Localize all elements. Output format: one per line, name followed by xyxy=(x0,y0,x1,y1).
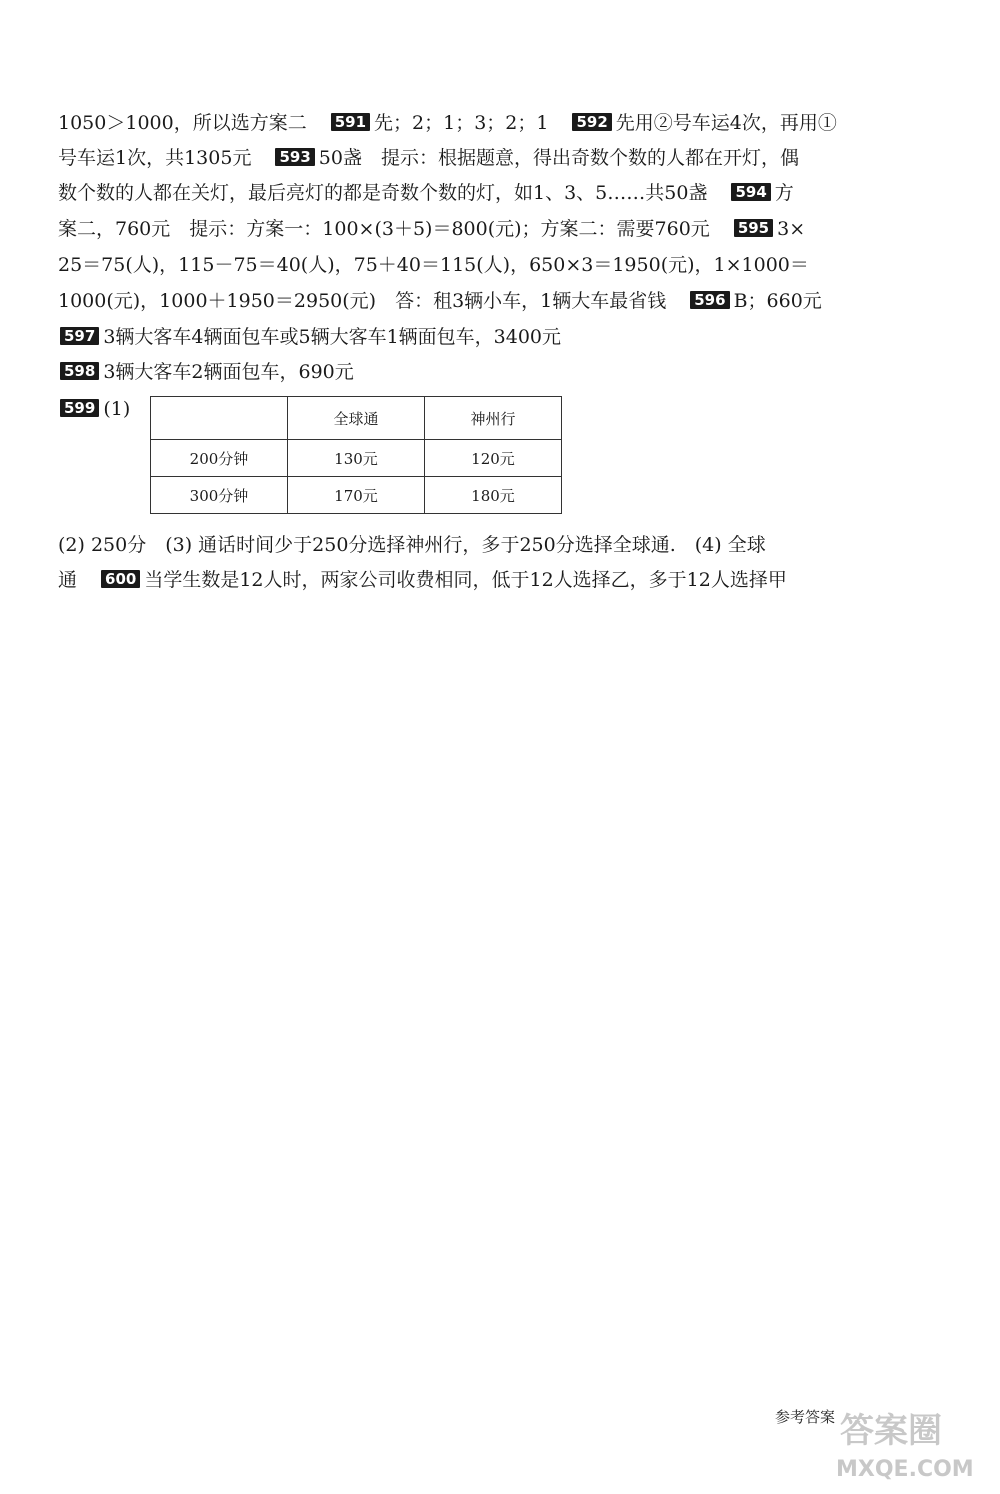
line-text: 3辆大客车4辆面包车或5辆大客车1辆面包车，3400元 xyxy=(103,326,562,348)
line-text: 25＝75(人)，115－75＝40(人)，75＋40＝115(人)，650×3＝1950(元)，1×1000＝ xyxy=(58,254,809,276)
table-header-cell: 全球通 xyxy=(288,397,425,440)
answer-line-3 xyxy=(58,176,938,210)
line-text: 1050＞1000，所以选方案二 xyxy=(58,112,307,134)
question-number-badge: 596 xyxy=(690,291,729,309)
table-cell: 120元 xyxy=(425,440,562,477)
line-text: 先用②号车运4次，再用① xyxy=(615,112,837,134)
question-number-badge: 600 xyxy=(101,570,140,588)
question-number-badge: 595 xyxy=(734,219,773,237)
table-cell: 200分钟 xyxy=(151,440,288,477)
line-text: 先；2；1；3；2；1 xyxy=(374,112,549,134)
line-text: 号车运1次，共1305元 xyxy=(58,147,252,169)
question-number-badge: 599 xyxy=(60,399,99,417)
question-number-badge: 597 xyxy=(60,327,99,345)
page-footer: 参考答案 xyxy=(775,1408,836,1426)
question-number-badge: 598 xyxy=(60,362,99,380)
pricing-table xyxy=(150,396,562,514)
answer-line-11 xyxy=(58,563,938,597)
table-row xyxy=(151,440,562,477)
line-text: 1000(元)，1000＋1950＝2950(元) 答：租3辆小车，1辆大车最省钱 xyxy=(58,290,667,312)
line-text: 当学生数是12人时，两家公司收费相同，低于12人选择乙，多于12人选择甲 xyxy=(144,569,787,591)
answer-line-5 xyxy=(58,248,938,282)
question-number-badge: 594 xyxy=(731,183,770,201)
answer-line-8 xyxy=(58,355,938,389)
question-number-badge: 592 xyxy=(572,113,611,131)
answer-line-10 xyxy=(58,528,938,562)
answer-line-7 xyxy=(58,320,938,354)
answer-line-6 xyxy=(58,284,938,318)
line-text: B；660元 xyxy=(733,290,822,312)
line-text: 方 xyxy=(774,182,794,204)
answer-line-1 xyxy=(58,106,938,140)
answer-line-2 xyxy=(58,141,938,175)
table-cell: 130元 xyxy=(288,440,425,477)
line-text: 案二，760元 提示：方案一：100×(3＋5)＝800(元)；方案二：需要760元 xyxy=(58,218,710,240)
table-cell: 170元 xyxy=(288,477,425,514)
watermark-logo-icon xyxy=(830,1400,990,1485)
table-cell: 180元 xyxy=(425,477,562,514)
line-text: (2) 250分 (3) 通话时间少于250分选择神州行，多于250分选择全球通. (4) 全球 xyxy=(58,534,766,556)
line-text: 50盏 提示：根据题意，得出奇数个数的人都在开灯，偶 xyxy=(318,147,799,169)
line-text: (1) xyxy=(103,398,131,420)
line-text: 3× xyxy=(777,218,806,240)
line-text: 通 xyxy=(58,569,78,591)
table-header-cell xyxy=(151,397,288,440)
question-number-badge: 591 xyxy=(331,113,370,131)
watermark-bottom-text: MXQE.COM xyxy=(836,1457,974,1482)
watermark-top-text: 答案圈 xyxy=(840,1411,942,1451)
table-cell: 300分钟 xyxy=(151,477,288,514)
table-row xyxy=(151,477,562,514)
table-header-row xyxy=(151,397,562,440)
question-number-badge: 593 xyxy=(275,148,314,166)
line-text: 数个数的人都在关灯，最后亮灯的都是奇数个数的灯，如1、3、5……共50盏 xyxy=(58,182,708,204)
table-header-cell: 神州行 xyxy=(425,397,562,440)
answer-line-4 xyxy=(58,212,938,246)
line-text: 3辆大客车2辆面包车，690元 xyxy=(103,361,354,383)
